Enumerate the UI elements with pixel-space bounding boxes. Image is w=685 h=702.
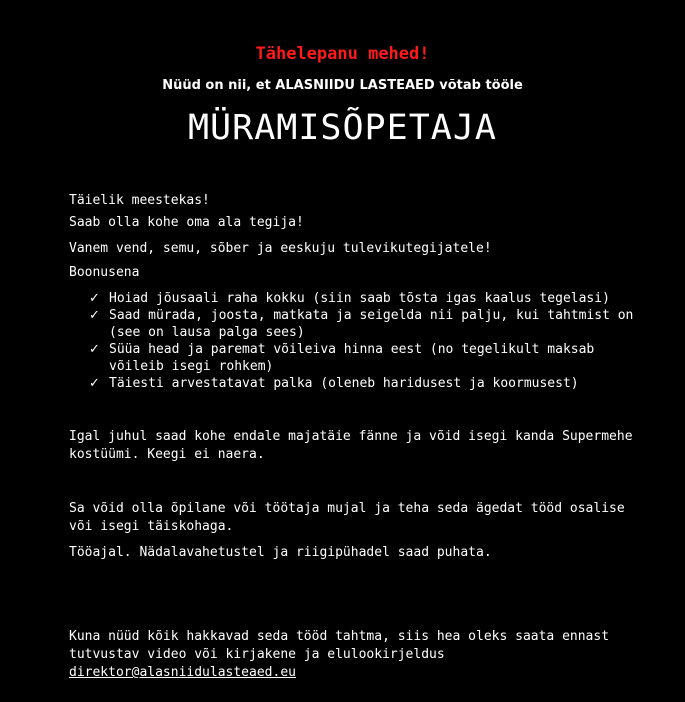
email-link[interactable]: direktor@alasniidulasteaed.eu <box>69 665 296 680</box>
bonus-list <box>89 290 649 392</box>
bonus-text: Hoiad jõusaali raha kokku (siin saab tõsta igas kaalus tegelasi) <box>109 291 610 306</box>
check-icon: ✓ <box>89 376 100 391</box>
paragraph-student: Sa võid olla õpilane või töötaja mujal ja teha seda ägedat tööd osalise või isegi täiskohaga. <box>69 501 625 534</box>
list-item <box>89 290 649 307</box>
job-title: MÜRAMISÕPETAJA <box>187 108 497 148</box>
paragraph-hours: Tööajal. Nädalavahetustel ja riigipühadel saad puhata. <box>69 545 492 560</box>
paragraph-fans: Igal juhul saad kohe endale majatäie fänne ja võid isegi kanda Supermehe kostüümi. Keegi ei naera. <box>69 429 633 462</box>
check-icon: ✓ <box>89 342 100 357</box>
list-item <box>89 375 649 392</box>
bonus-text: Täiesti arvestatavat palka (oleneb haridusest ja koormusest) <box>109 376 579 391</box>
line-role-model: Vanem vend, semu, sõber ja eeskuju tulevikutegijatele! <box>69 241 492 256</box>
attention-heading: Tähelepanu mehed! <box>255 44 430 64</box>
line-own-field: Saab olla kohe oma ala tegija! <box>69 215 304 230</box>
paragraph-apply: Kuna nüüd kõik hakkavad seda tööd tahtma, siis hea oleks saata ennast tutvustav video või kirjakene ja elulookirjeldus <box>69 629 610 662</box>
ad-body <box>69 192 649 682</box>
check-icon: ✓ <box>89 308 100 323</box>
intro-line: Nüüd on nii, et ALASNIIDU LASTEAED võtab tööle <box>162 78 523 93</box>
bonus-text: Saad mürada, joosta, matkata ja seigelda nii palju, kui tahtmist on (see on lausa palga sees) <box>109 308 634 340</box>
line-full-man: Täielik meestekas! <box>69 193 210 208</box>
list-item <box>89 307 649 341</box>
line-bonus: Boonusena <box>69 265 140 280</box>
bonus-text: Süüa head ja paremat võileiva hinna eest (no tegelikult maksab võileib isegi rohkem) <box>109 342 595 374</box>
check-icon: ✓ <box>89 291 100 306</box>
list-item <box>89 341 649 375</box>
